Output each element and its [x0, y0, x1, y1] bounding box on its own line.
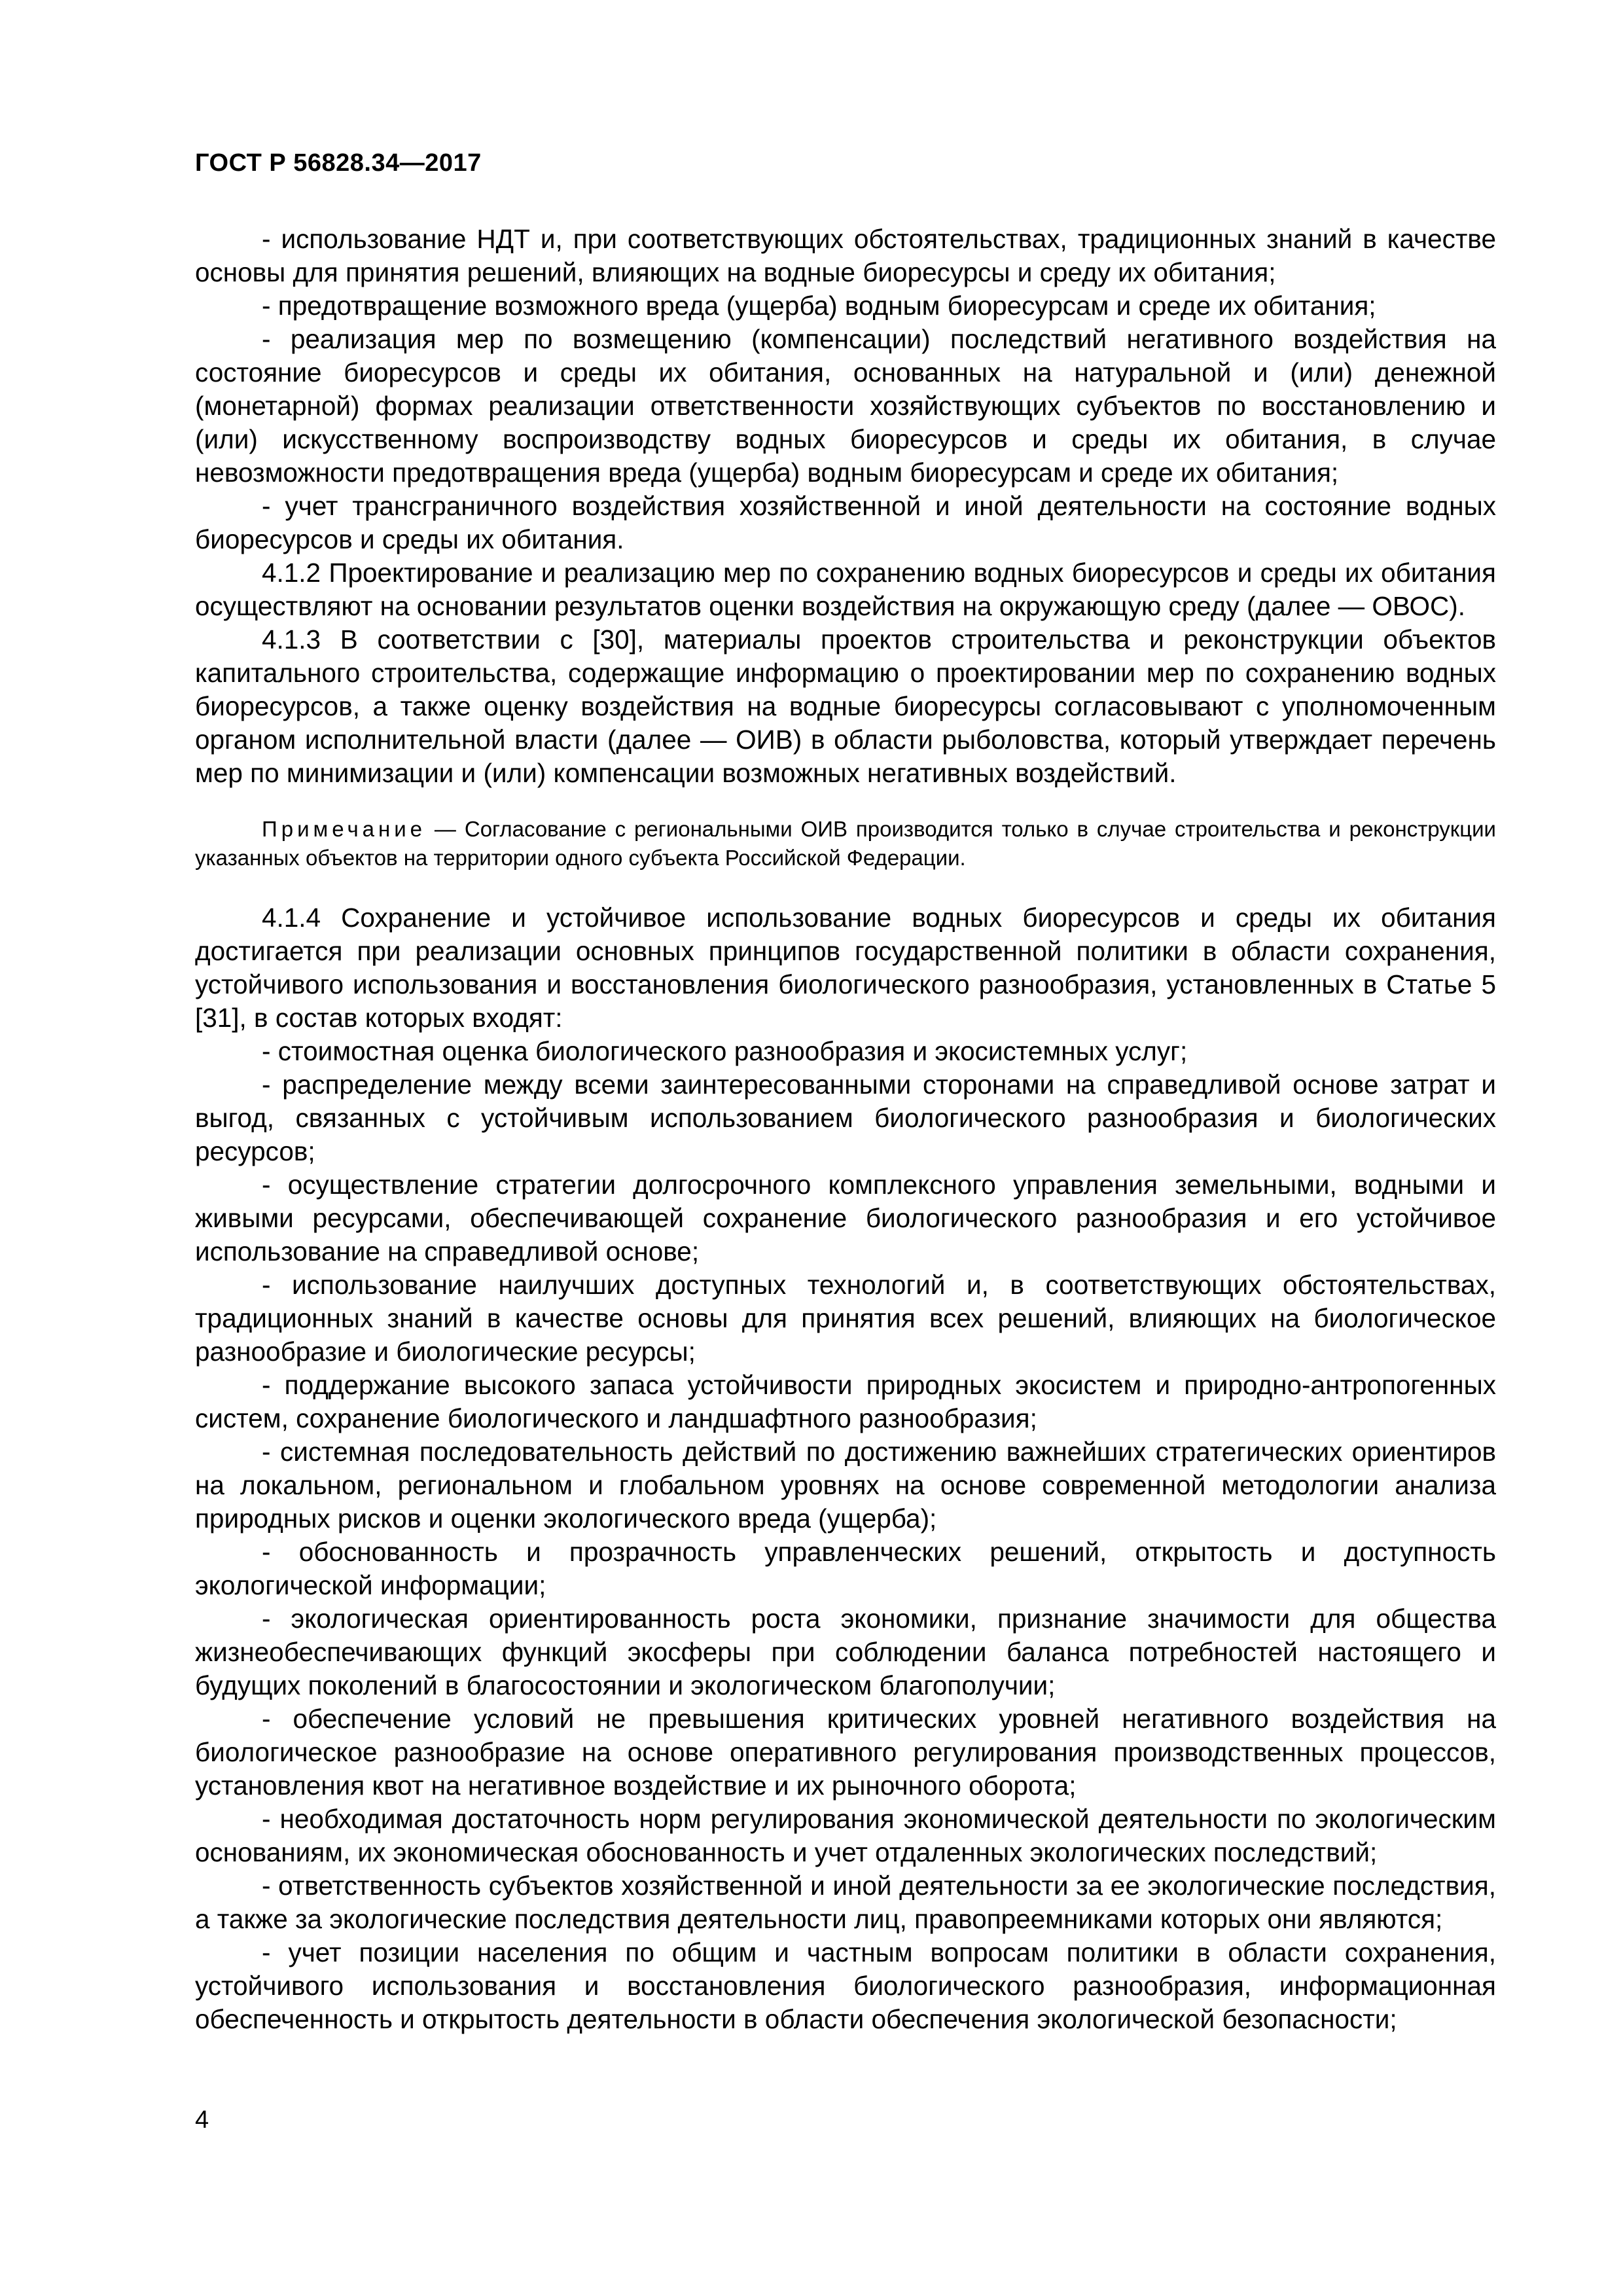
document-body — [195, 223, 1496, 2036]
list-item: - поддержание высокого запаса устойчивости природных экосистем и природно-антропогенных систем, сохранение биологического и ландшафтного разнообразия; — [195, 1370, 1496, 1433]
list-item: - использование наилучших доступных технологий и, в соответствующих обстоятельствах, традиционных знаний в качестве основы для принятия всех решений, влияющих на биологическое разнообразие и биологические ресурсы; — [195, 1270, 1496, 1367]
list-item: - использование НДТ и, при соответствующих обстоятельствах, традиционных знаний в качестве основы для принятия решений, влияющих на водные биоресурсы и среду их обитания; — [195, 224, 1496, 287]
list-item: - обеспечение условий не превышения критических уровней негативного воздействия на биологическое разнообразие на основе оперативного регулирования производственных процессов, установления квот на негативное воздействие и их рыночного оборота; — [195, 1704, 1496, 1801]
list-item: - осуществление стратегии долгосрочного комплексного управления земельными, водными и живыми ресурсами, обеспечивающей сохранение биологического разнообразия и его устойчивое использование на справедливой основе; — [195, 1170, 1496, 1266]
list-item: - учет трансграничного воздействия хозяйственной и иной деятельности на состояние водных биоресурсов и среды их обитания. — [195, 491, 1496, 554]
list-item: - учет позиции населения по общим и частным вопросам политики в области сохранения, устойчивого использования и восстановления биологического разнообразия, информационная обеспеченность и открытость деятельности в области обеспечения экологической безопасности; — [195, 1937, 1496, 2034]
list-item: - предотвращение возможного вреда (ущерба) водным биоресурсам и среде их обитания; — [262, 291, 1376, 321]
list-item: - системная последовательность действий по достижению важнейших стратегических ориентиров на локальном, региональном и глобальном уровнях на основе современной методологии анализа природных рисков и оценки экологического вреда (ущерба); — [195, 1437, 1496, 1534]
clause-4-1-3: 4.1.3 В соответствии с [30], материалы проектов строительства и реконструкции объектов капитального строительства, содержащие информацию о проектировании мер по сохранению водных биоресурсов, а также оценку воздействия на водные биоресурсы согласовывают с уполномоченным органом исполнительной власти (далее — ОИВ) в области рыболовства, который утверждает перечень мер по минимизации и (или) компенсации возможных негативных воздействий. — [195, 624, 1496, 788]
note-text: — Согласование с региональными ОИВ производится только в случае строительства и реконструкции указанных объектов на территории одного субъекта Российской Федерации. — [195, 817, 1496, 870]
list-item: - стоимостная оценка биологического разнообразия и экосистемных услуг; — [262, 1036, 1188, 1066]
list-item: - необходимая достаточность норм регулирования экономической деятельности по экологическим основаниям, их экономическая обоснованность и учет отдаленных экологических последствий; — [195, 1804, 1496, 1867]
document-header: ГОСТ Р 56828.34—2017 — [195, 149, 482, 177]
list-item: - экологическая ориентированность роста экономики, признание значимости для общества жизнеобеспечивающих функций экосферы при соблюдении баланса потребностей настоящего и будущих поколений в благосостоянии и экологическом благополучии; — [195, 1604, 1496, 1700]
list-item: - реализация мер по возмещению (компенсации) последствий негативного воздействия на состояние биоресурсов и среды их обитания, основанных на натуральной и (или) денежной (монетарной) формах реализации ответственности хозяйствующих субъектов по восстановлению и (или) искусственному воспроизводству водных биоресурсов и среды их обитания, в случае невозможности предотвращения вреда (ущерба) водным биоресурсам и среде их обитания; — [195, 324, 1496, 488]
clause-4-1-2: 4.1.2 Проектирование и реализацию мер по сохранению водных биоресурсов и среды их обитания осуществляют на основании результатов оценки воздействия на окружающую среду (далее — ОВОС). — [195, 558, 1496, 621]
list-item: - ответственность субъектов хозяйственной и иной деятельности за ее экологические последствия, а также за экологические последствия деятельности лиц, правопреемниками которых они являются; — [195, 1871, 1496, 1934]
list-item: - обоснованность и прозрачность управленческих решений, открытость и доступность экологической информации; — [195, 1537, 1496, 1600]
clause-4-1-4: 4.1.4 Сохранение и устойчивое использование водных биоресурсов и среды их обитания достигается при реализации основных принципов государственной политики в области сохранения, устойчивого использования и восстановления биологического разнообразия, установленных в Статье 5 [31], в состав которых входят: — [195, 903, 1496, 1033]
note-label: Примечание — [262, 817, 427, 841]
page-number: 4 — [195, 2106, 209, 2134]
note — [195, 815, 1496, 872]
list-item: - распределение между всеми заинтересованными сторонами на справедливой основе затрат и выгод, связанных с устойчивым использованием биологического разнообразия и биологических ресурсов; — [195, 1069, 1496, 1166]
